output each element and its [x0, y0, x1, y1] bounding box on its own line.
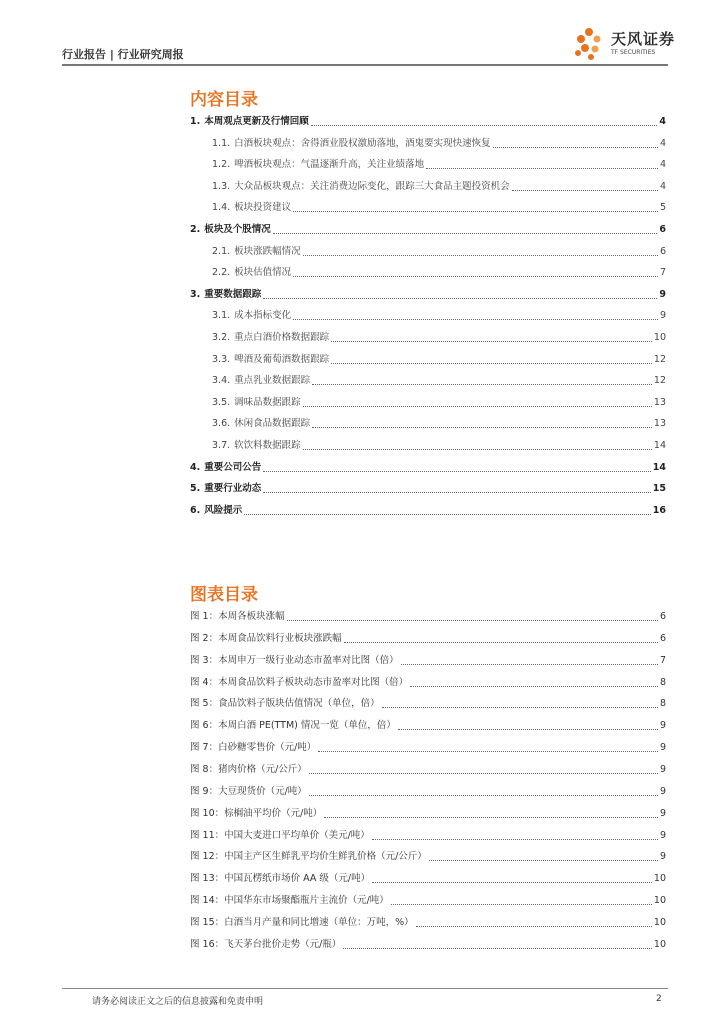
- figure-entry[interactable]: [190, 826, 666, 842]
- dot-leader: [303, 255, 658, 256]
- toc-entry-title: 重点白酒价格数据跟踪: [234, 332, 330, 343]
- toc-entry[interactable]: [190, 112, 666, 128]
- figure-entry[interactable]: [190, 651, 666, 667]
- figure-entry[interactable]: [190, 869, 666, 885]
- dot-leader: [344, 642, 658, 643]
- toc-entry[interactable]: [212, 198, 666, 214]
- figure-entry-page: 6: [659, 632, 666, 644]
- toc-entry[interactable]: [212, 414, 666, 430]
- dot-leader: [398, 729, 658, 730]
- figure-entry-page: 9: [659, 807, 666, 819]
- toc-entry-number: 3.5.: [212, 396, 231, 408]
- figure-entry-title: 图 6：本周白酒 PE(TTM) 情况一览（单位，倍）: [190, 720, 396, 732]
- dot-leader: [293, 276, 658, 277]
- figures-title: 图表目录: [190, 585, 258, 605]
- dot-leader: [343, 948, 652, 949]
- footer-divider: [62, 988, 668, 989]
- toc-entry-page: 12: [653, 375, 666, 387]
- toc-entry-title: 啤酒及葡萄酒数据跟踪: [234, 353, 330, 365]
- dot-leader: [318, 751, 658, 752]
- toc-entry-page: 12: [653, 353, 666, 365]
- toc-entry-number: 3.4.: [212, 375, 231, 387]
- dot-leader: [309, 773, 658, 774]
- logo-chinese-name: 天风证券: [611, 30, 676, 48]
- logo-english-name: TF SECURITIES: [611, 49, 656, 56]
- toc-entry-number: 2.2.: [212, 267, 231, 279]
- toc-entry-title: 板块及个股情况: [204, 224, 271, 235]
- figure-entry-title: 图 9：大豆现货价（元/吨）: [190, 785, 307, 797]
- toc-entry[interactable]: [212, 436, 666, 452]
- dot-leader: [293, 319, 658, 320]
- toc-entry[interactable]: [190, 501, 666, 517]
- toc-entry-title: 大众品板块观点：关注消费边际变化，跟踪三大食品主题投资机会: [234, 180, 510, 192]
- figure-entry-title: 图 10：棕榈油平均价（元/吨）: [190, 807, 323, 819]
- toc-entry-number: 3.3.: [212, 353, 231, 365]
- toc-entry-page: 14: [652, 461, 666, 473]
- dot-leader: [493, 147, 658, 148]
- dot-leader: [263, 298, 657, 299]
- toc-entry-title: 重点乳业数据跟踪: [234, 375, 311, 387]
- toc-entry-page: 6: [659, 245, 666, 257]
- dot-leader: [429, 860, 658, 861]
- dot-leader: [331, 363, 652, 364]
- dot-leader: [391, 904, 652, 905]
- toc-entry-title: 板块涨跌幅情况: [234, 245, 301, 257]
- toc-entry-number: 2.: [190, 224, 201, 235]
- dot-leader: [244, 514, 651, 515]
- toc-entry[interactable]: [212, 328, 666, 344]
- dot-leader: [311, 125, 658, 126]
- toc-entry[interactable]: [212, 393, 666, 409]
- figure-entry-page: 9: [659, 763, 666, 775]
- toc-entry[interactable]: [190, 220, 666, 236]
- figure-entry-title: 图 14：中国华东市场聚酯瓶片主流价（元/吨）: [190, 895, 389, 907]
- dot-leader: [312, 427, 652, 428]
- figure-entry-page: 9: [659, 785, 666, 797]
- toc-entry-number: 3.1.: [212, 310, 231, 322]
- dot-leader: [309, 795, 658, 796]
- figure-entry[interactable]: [190, 673, 666, 689]
- toc-entry[interactable]: [190, 479, 666, 495]
- toc-entry[interactable]: [212, 155, 666, 171]
- figure-entry-title: 图 15：白酒当月产量和同比增速（单位：万吨，%）: [190, 916, 414, 928]
- toc-entry-title: 重要公司公告: [204, 461, 262, 473]
- toc-entry-title: 本周观点更新及行情回顾: [204, 116, 309, 127]
- toc-entry-number: 3.2.: [212, 332, 231, 343]
- figure-entry-title: 图 11：中国大麦进口平均单价（美元/吨）: [190, 829, 370, 841]
- figure-entry[interactable]: [190, 607, 666, 623]
- toc-entry-page: 10: [653, 332, 666, 343]
- dot-leader: [263, 492, 651, 493]
- toc-entry-page: 15: [652, 483, 666, 495]
- toc-entry-title: 白酒板块观点：舍得酒业股权激励落地，酒鬼要实现快速恢复: [234, 137, 491, 149]
- figure-entry[interactable]: [190, 913, 666, 929]
- dot-leader: [426, 168, 658, 169]
- figure-entry[interactable]: [190, 847, 666, 863]
- toc-entry[interactable]: [212, 371, 666, 387]
- figure-entry-page: 8: [659, 676, 666, 688]
- figure-entry-title: 图 4：本周食品饮料子板块动态市盈率对比图（倍）: [190, 676, 409, 688]
- dot-leader: [293, 211, 658, 212]
- figure-entry[interactable]: [190, 782, 666, 798]
- footer-disclaimer: 请务必阅读正文之后的信息披露和免责申明: [92, 997, 264, 1007]
- toc-entry-title: 板块估值情况: [234, 267, 292, 279]
- toc-entry-number: 1.2.: [212, 159, 231, 171]
- toc-entry-page: 4: [659, 180, 666, 192]
- figure-entry-page: 10: [653, 916, 666, 928]
- figure-entry-title: 图 16：飞天茅台批价走势（元/瓶）: [190, 938, 342, 950]
- toc-entry-page: 7: [659, 267, 666, 279]
- dot-leader: [312, 384, 652, 385]
- figure-entry-page: 7: [659, 654, 666, 666]
- dot-leader: [263, 471, 651, 472]
- figure-entry-page: 9: [659, 742, 666, 754]
- toc-entry-title: 成本指标变化: [234, 310, 292, 322]
- toc-entry-title: 软饮料数据跟踪: [234, 440, 301, 451]
- figure-entry[interactable]: [190, 804, 666, 820]
- figure-entry-title: 图 12：中国主产区生鲜乳平均价生鲜乳价格（元/公斤）: [190, 851, 427, 863]
- figure-entry[interactable]: [190, 716, 666, 732]
- figure-entry[interactable]: [190, 738, 666, 754]
- dot-leader: [324, 817, 658, 818]
- figure-entry-title: 图 1：本周各板块涨幅: [190, 611, 285, 622]
- toc-entry-number: 3.7.: [212, 440, 231, 451]
- header-divider: [62, 64, 668, 66]
- toc-entry-title: 休闲食品数据跟踪: [234, 418, 311, 430]
- toc-entry[interactable]: [212, 306, 666, 322]
- toc-entry[interactable]: [190, 458, 666, 474]
- toc-entry-page: 9: [659, 310, 666, 322]
- toc-entry-number: 6.: [190, 504, 201, 516]
- figure-entry-title: 图 13：中国瓦楞纸市场价 AA 级（元/吨）: [190, 873, 371, 885]
- toc-entry-number: 3.: [190, 288, 201, 300]
- toc-entry-page: 14: [653, 440, 666, 451]
- dot-leader: [372, 882, 652, 883]
- toc-entry[interactable]: [212, 350, 666, 366]
- toc-entry-number: 1.3.: [212, 180, 231, 192]
- toc-entry-page: 9: [659, 288, 666, 300]
- toc-title: 内容目录: [190, 90, 258, 110]
- dot-leader: [410, 686, 658, 687]
- toc-entry-page: 13: [653, 396, 666, 408]
- toc-entry-title: 重要行业动态: [204, 483, 262, 495]
- figure-entry[interactable]: [190, 629, 666, 645]
- figure-entry-page: 10: [653, 895, 666, 907]
- toc-entry-number: 5.: [190, 483, 201, 495]
- dot-leader: [287, 620, 658, 621]
- toc-entry-number: 1.: [190, 116, 201, 127]
- toc-entry-title: 重要数据跟踪: [204, 288, 262, 300]
- dot-leader: [331, 341, 652, 342]
- figure-entry[interactable]: [190, 694, 666, 710]
- toc-entry-number: 3.6.: [212, 418, 231, 430]
- dot-leader: [512, 190, 658, 191]
- toc-entry-number: 1.1.: [212, 137, 231, 149]
- toc-entry-number: 2.1.: [212, 245, 231, 257]
- toc-entry-page: 4: [659, 137, 666, 149]
- figure-entry-page: 9: [659, 851, 666, 863]
- toc-entry[interactable]: [212, 263, 666, 279]
- figure-entry-page: 9: [659, 720, 666, 732]
- toc-entry-page: 4: [659, 116, 666, 127]
- page-number: 2: [656, 994, 662, 1004]
- toc-entry-page: 13: [653, 418, 666, 430]
- toc-entry-page: 16: [652, 504, 666, 516]
- figure-entry-page: 6: [659, 611, 666, 622]
- figure-entry-page: 8: [659, 698, 666, 710]
- toc-entry[interactable]: [212, 242, 666, 258]
- toc-entry-title: 风险提示: [204, 504, 243, 516]
- figure-entry-title: 图 2：本周食品饮料行业板块涨跌幅: [190, 632, 342, 644]
- dot-leader: [382, 707, 658, 708]
- toc-entry[interactable]: [212, 134, 666, 150]
- dot-leader: [372, 839, 658, 840]
- dot-leader: [303, 406, 652, 407]
- figure-entry-title: 图 5：食品饮料子版块估值情况（单位，倍）: [190, 698, 380, 710]
- toc-entry-title: 啤酒板块观点：气温逐渐升高，关注业绩落地: [234, 159, 425, 171]
- figure-entry-title: 图 8：猪肉价格（元/公斤）: [190, 763, 307, 775]
- figure-entry[interactable]: [190, 891, 666, 907]
- figure-entry-title: 图 3：本周申万一级行业动态市盈率对比图（倍）: [190, 654, 399, 666]
- dot-leader: [273, 233, 658, 234]
- report-header-label: 行业报告 | 行业研究周报: [62, 48, 184, 61]
- dot-leader: [416, 926, 652, 927]
- figure-entry-page: 9: [659, 829, 666, 841]
- toc-entry[interactable]: [212, 177, 666, 193]
- figure-entry-title: 图 7：白砂糖零售价（元/吨）: [190, 742, 317, 754]
- dot-leader: [303, 449, 652, 450]
- dot-leader: [401, 664, 658, 665]
- figure-entry[interactable]: [190, 935, 666, 951]
- toc-entry-page: 6: [659, 224, 666, 235]
- toc-entry[interactable]: [190, 285, 666, 301]
- toc-entry-number: 4.: [190, 461, 201, 473]
- toc-entry-number: 1.4.: [212, 202, 231, 214]
- figure-entry-page: 10: [653, 938, 666, 950]
- figure-entry-page: 10: [653, 873, 666, 885]
- toc-entry-page: 4: [659, 159, 666, 171]
- toc-entry-title: 调味品数据跟踪: [234, 396, 301, 408]
- toc-entry-title: 板块投资建议: [234, 202, 292, 214]
- figure-entry[interactable]: [190, 760, 666, 776]
- toc-entry-page: 5: [659, 202, 666, 214]
